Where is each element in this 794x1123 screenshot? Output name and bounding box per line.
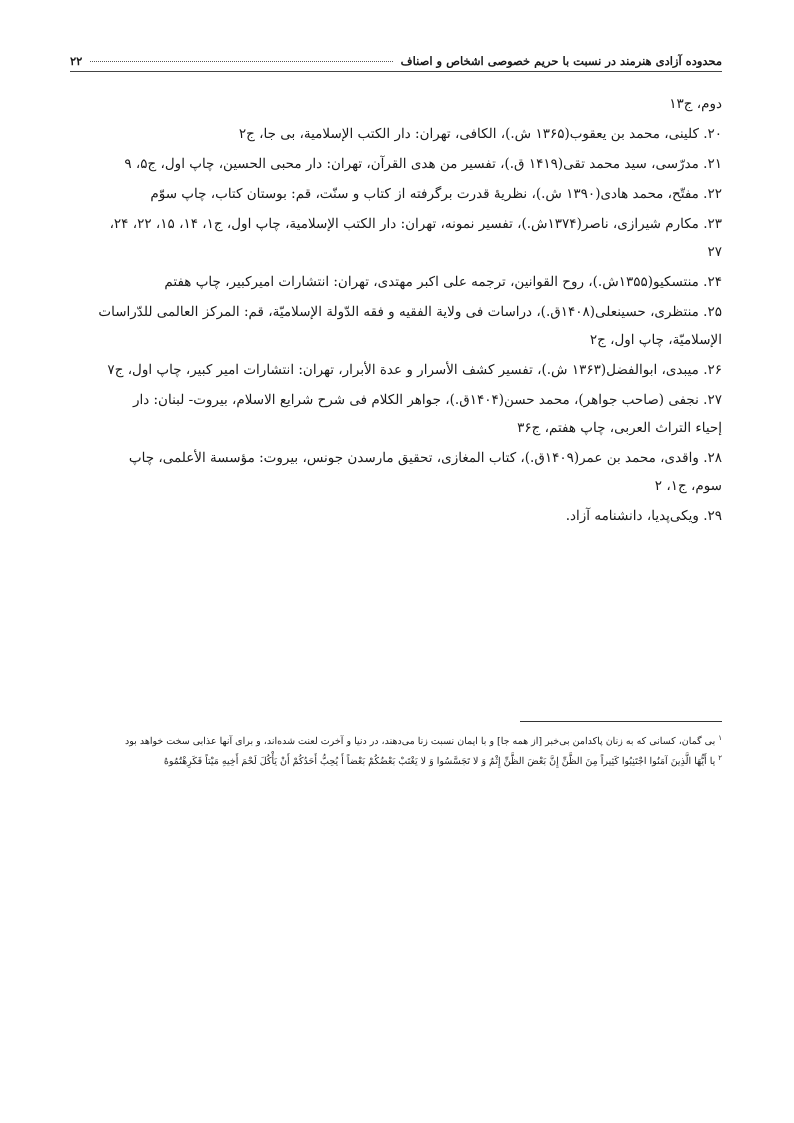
reference-continuation: سوم، ج۱، ۲: [654, 478, 722, 494]
footnote-separator: [520, 721, 722, 722]
reference-text: ۲۳. مکارم شیرازی، ناصر(۱۳۷۴ش.)، تفسیر نمونه، تهران: دار الکتب الإسلامیة، چاپ اول، ج۱، ۱۴، ۱۵، ۲۲، ۲۴،: [109, 216, 722, 232]
reference-entry: [70, 444, 722, 500]
reference-entry: [70, 150, 722, 178]
reference-entry: [70, 180, 722, 208]
reference-entry: [70, 386, 722, 442]
reference-entry: [70, 298, 722, 354]
footnote: [70, 730, 722, 750]
reference-text: دوم، ج۱۳: [669, 96, 722, 112]
reference-text: ۲۹. ویکی‌پدیا، دانشنامه آزاد.: [565, 508, 722, 524]
header-dot-leader: [90, 61, 392, 62]
reference-entry: [70, 210, 722, 266]
reference-continuation: الإسلامیّة، چاپ اول، ج۲: [589, 332, 722, 348]
reference-entry: [70, 502, 722, 530]
reference-entry: [70, 356, 722, 384]
header-title: محدوده آزادی هنرمند در نسبت با حریم خصوصی اشخاص و اصناف: [400, 54, 722, 68]
footnote: [70, 750, 722, 770]
reference-text: ۲۵. منتظری، حسینعلی(۱۴۰۸ق.)، دراسات فی ولایة الفقیه و فقه الدّولة الإسلامیّة، قم: المرکز العالمی للدّراسات: [98, 304, 722, 320]
reference-text: ۲۲. مفتّح، محمد هادی(۱۳۹۰ ش.)، نظریۀ قدرت برگرفته از کتاب و سنّت، قم: بوستان کتاب، چاپ سوّم: [150, 186, 722, 202]
reference-text: ۲۷. نجفی (صاحب جواهر)، محمد حسن(۱۴۰۴ق.)، جواهر الکلام فی شرح شرایع الاسلام، بیروت- لبنان: دار: [132, 392, 722, 408]
reference-text: ۲۰. کلینی، محمد بن یعقوب(۱۳۶۵ ش.)، الکافی، تهران: دار الکتب الإسلامیة، بی جا، ج۲: [238, 126, 722, 142]
footnote-marker: ۱: [718, 734, 722, 742]
page-number: ۲۲: [70, 54, 83, 68]
reference-continuation: ۲۷: [707, 244, 722, 260]
footnote-marker: ۲: [718, 754, 722, 763]
reference-continuation: إحیاء التراث العربی، چاپ هفتم، ج۳۶: [517, 420, 722, 436]
reference-entry: [70, 90, 722, 118]
reference-text: ۲۱. مدرّسی، سید محمد تقی(۱۴۱۹ ق.)، تفسیر من هدی القرآن، تهران: دار محبی الحسین، چاپ اول، ج۵، ۹: [124, 156, 722, 172]
footnotes: [70, 730, 722, 770]
reference-text: ۲۴. منتسکیو(۱۳۵۵ش.)، روح القوانین، ترجمه علی اکبر مهتدی، تهران: انتشارات امیرکبیر، چاپ هفتم: [164, 274, 722, 290]
reference-entry: [70, 120, 722, 148]
reference-entry: [70, 268, 722, 296]
footnote-text: بی گمان، کسانی که به زنان پاکدامن بی‌خبر [از همه جا] و با ایمان نسبت زنا می‌دهند، در دنیا و آخرت لعنت شده‌اند، و برای آنها عذابی سخت خواهد بود: [125, 736, 716, 748]
header-rule: [70, 71, 722, 72]
running-header: [70, 50, 722, 72]
reference-text: ۲۸. واقدی، محمد بن عمر(۱۴۰۹ق.)، کتاب المغازی، تحقیق مارسدن جونس، بیروت: مؤسسة الأعلمی، چاپ: [128, 450, 722, 466]
reference-list: [70, 90, 722, 532]
reference-text: ۲۶. میبدی، ابوالفضل(۱۳۶۳ ش.)، تفسیر کشف الأسرار و عدة الأبرار، تهران: انتشارات امیر کبیر، چاپ اول، ج۷: [107, 362, 722, 378]
footnote-text: یا أَیُّهَا الَّذِینَ آمَنُوا اجْتَنِبُوا کَثِیراً مِنَ الظَّنِّ إِنَّ بَعْضَ الظَّنِّ إِثْمٌ وَ لا تَجَسَّسُوا وَ لا یَغْتَبْ بَعْضُکُمْ بَعْضاً أَ یُحِبُّ أَحَدُکُمْ أَنْ یَأْکُلَ لَحْمَ أَخِیهِ مَیْتاً فَکَرِهْتُمُوهُ: [163, 756, 716, 768]
